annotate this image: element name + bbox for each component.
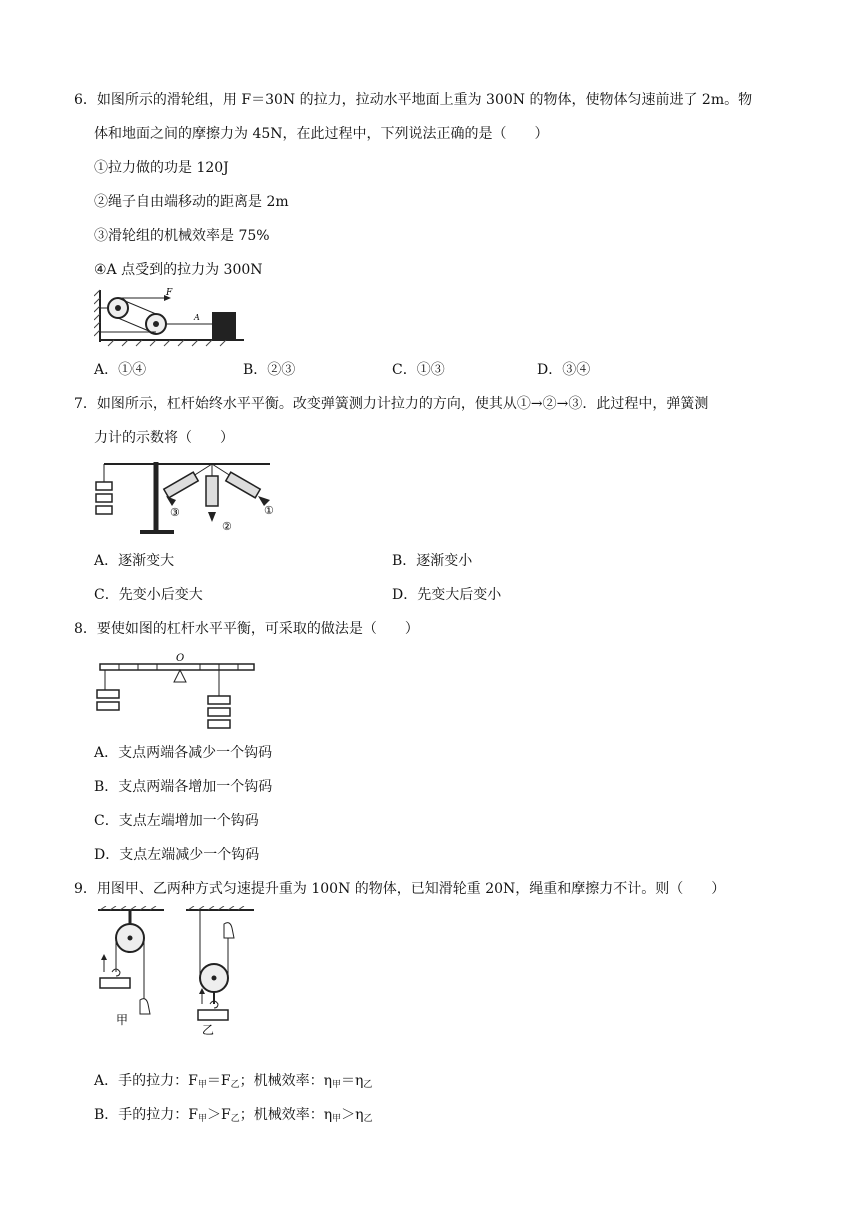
q6-item-3: ③滑轮组的机械效率是 75% [94,228,270,244]
q8-option-d[interactable]: D．支点左端减少一个钩码 [94,847,260,863]
q6-pulley-figure [94,286,254,348]
q6-label-f: F [166,288,173,298]
q9-b-mid2: ；机械效率：η [239,1107,333,1123]
q6-option-a[interactable]: A．①④ [94,362,147,378]
q9-label-jia: 甲 [116,1013,129,1027]
q9-b-mid1: ＞F [207,1107,231,1123]
q9-a-sub2: 乙 [230,1080,240,1090]
q6-item-1: ①拉力做的功是 120J [94,160,229,176]
q7-option-d[interactable]: D．先变大后变小 [392,587,502,603]
q9-pulley-figure [94,906,264,1036]
q8-option-a[interactable]: A．支点两端各减少一个钩码 [94,745,273,761]
q8-lever-figure [94,648,264,740]
q9-b-sub3: 甲 [332,1114,342,1124]
q7-option-c[interactable]: C．先变小后变大 [94,587,203,603]
q6-item-2: ②绳子自由端移动的距离是 2m [94,194,289,210]
q6-item-4: ④A 点受到的拉力为 300N [94,262,263,278]
q9-b-sub2: 乙 [230,1114,240,1124]
q7-label-3: ③ [170,506,180,519]
q7-lever-figure [94,456,284,538]
q7-label-2: ② [222,520,232,533]
q9-b-sub4: 乙 [363,1114,373,1124]
q9-a-mid1: ＝F [206,1073,231,1089]
q9-option-b[interactable] [94,1105,373,1129]
q8-stem: 8．要使如图的杠杆水平平衡，可采取的做法是（ ） [74,621,419,637]
q9-label-yi: 乙 [202,1023,215,1036]
q9-a-sub3: 甲 [331,1080,341,1090]
q7-option-b[interactable]: B．逐渐变小 [392,553,473,569]
q9-stem: 9．用图甲、乙两种方式匀速提升重为 100N 的物体，已知滑轮重 20N，绳重和摩擦力不计。则（ ） [74,881,726,897]
q9-a-mid2: ；机械效率：η [239,1073,332,1089]
q6-option-d[interactable]: D．③④ [537,362,591,378]
q9-a-sub1: 甲 [197,1080,207,1090]
q8-label-o: O [176,653,185,664]
q9-b-prefix: B．手的拉力：F [94,1107,199,1123]
q9-a-prefix: A．手的拉力：F [94,1073,198,1089]
q8-option-b[interactable]: B．支点两端各增加一个钩码 [94,779,273,795]
q9-a-mid3: ＝η [340,1073,364,1089]
q9-a-sub4: 乙 [363,1080,373,1090]
q7-label-1: ① [264,504,274,517]
q6-option-b[interactable]: B．②③ [243,362,296,378]
q9-b-sub1: 甲 [198,1114,208,1124]
q6-label-a: A [194,313,200,322]
q7-stem-line2: 力计的示数将（ ） [94,430,234,446]
q6-stem-line1: 6．如图所示的滑轮组，用 F＝30N 的拉力，拉动水平地面上重为 300N 的物体，使物体匀速前进了 2m。物 [74,92,753,108]
q6-option-c[interactable]: C．①③ [392,362,445,378]
q7-option-a[interactable]: A．逐渐变大 [94,553,175,569]
q9-option-a[interactable] [94,1071,372,1095]
q6-stem-line2: 体和地面之间的摩擦力为 45N，在此过程中，下列说法正确的是（ ） [94,126,549,142]
q7-stem-line1: 7．如图所示，杠杆始终水平平衡。改变弹簧测力计拉力的方向，使其从①→②→③．此过程中，弹簧测 [74,396,709,412]
q9-b-mid3: ＞η [341,1107,364,1123]
q8-option-c[interactable]: C．支点左端增加一个钩码 [94,813,259,829]
